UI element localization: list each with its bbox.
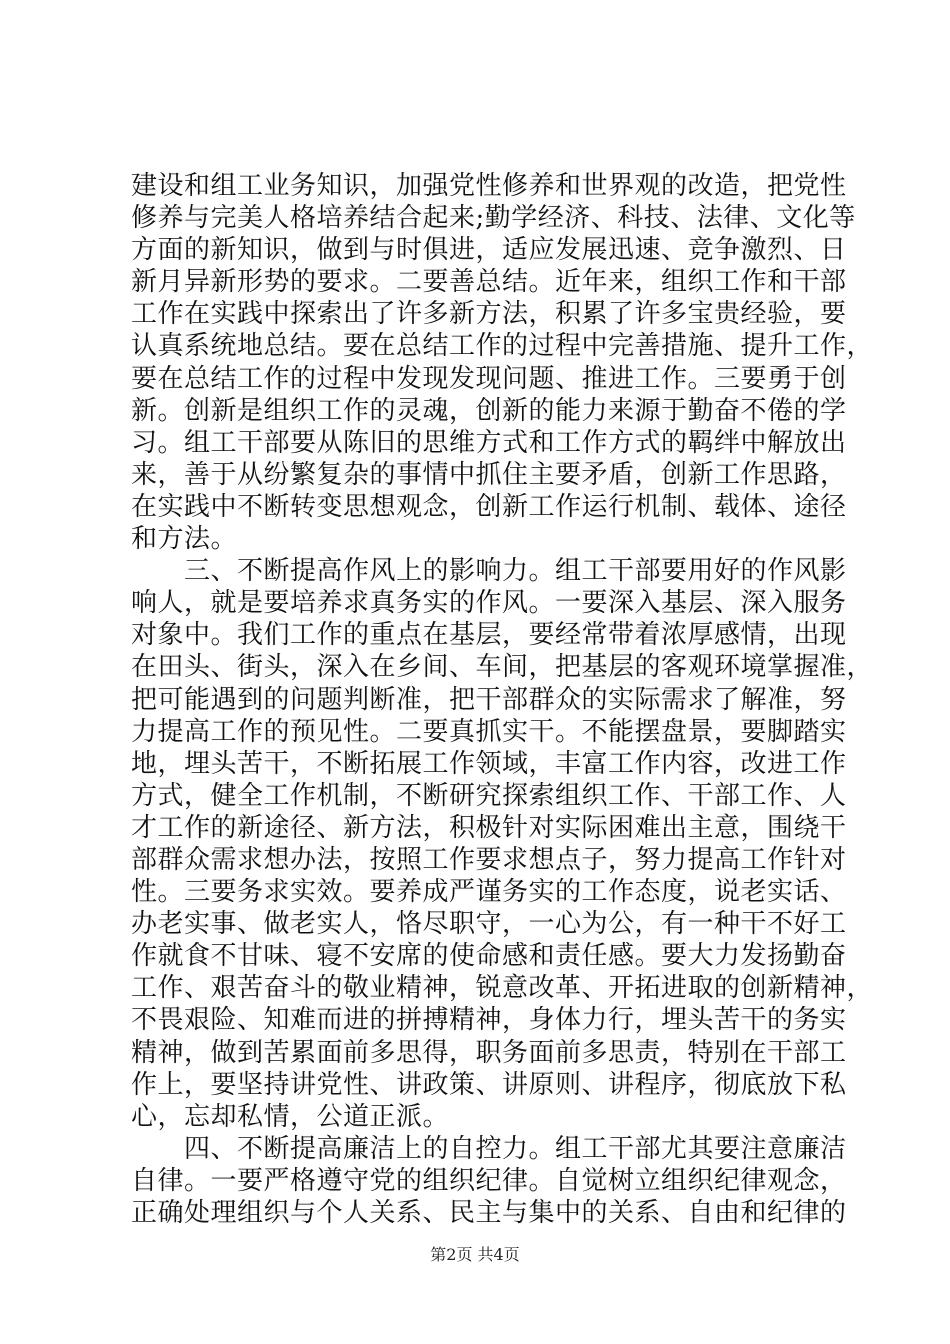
text-line: 才工作的新途径、新方法，积极针对实际困难出主意，围绕干 <box>131 812 847 843</box>
text-line: 部群众需求想办法，按照工作要求想点子，努力提高工作针对 <box>131 844 847 875</box>
text-line: 自律。一要严格遵守党的组织纪律。自觉树立组织纪律观念， <box>131 1165 847 1196</box>
text-line: 不畏艰险、知难而进的拼搏精神，身体力行，埋头苦干的务实 <box>131 1005 847 1036</box>
text-line: 要在总结工作的过程中发现发现问题、推进工作。三要勇于创 <box>131 363 847 394</box>
text-line: 在田头、街头，深入在乡间、车间，把基层的客观环境掌握准， <box>131 652 874 683</box>
text-line: 响人，就是要培养求真务实的作风。一要深入基层、深入服务 <box>131 588 847 619</box>
paragraph-start-line: 三、不断提高作风上的影响力。组工干部要用好的作风影 <box>131 556 847 587</box>
text-line: 力提高工作的预见性。二要真抓实干。不能摆盘景，要脚踏实 <box>131 716 847 747</box>
text-line: 习。组工干部要从陈旧的思维方式和工作方式的羁绊中解放出 <box>131 427 847 458</box>
text-line: 作上，要坚持讲党性、讲政策、讲原则、讲程序，彻底放下私 <box>131 1069 847 1100</box>
text-line: 和方法。 <box>131 524 238 555</box>
text-line: 正确处理组织与个人关系、民主与集中的关系、自由和纪律的 <box>131 1198 847 1228</box>
text-line: 建设和组工业务知识，加强党性修养和世界观的改造，把党性 <box>131 171 847 201</box>
text-line: 新月异新形势的要求。二要善总结。近年来，组织工作和干部 <box>131 267 847 298</box>
text-line: 对象中。我们工作的重点在基层，要经常带着浓厚感情，出现 <box>131 620 847 651</box>
text-line: 精神，做到苦累面前多思得，职务面前多思责，特别在干部工 <box>131 1037 847 1068</box>
text-line: 心，忘却私情，公道正派。 <box>131 1101 450 1132</box>
text-line: 办老实事、做老实人，恪尽职守，一心为公，有一种干不好工 <box>131 909 847 940</box>
text-line: 方式，健全工作机制，不断研究探索组织工作、干部工作、人 <box>131 780 847 811</box>
text-line: 方面的新知识，做到与时俱进，适应发展迅速、竞争激烈、日 <box>131 235 847 266</box>
text-line: 地，埋头苦干，不断拓展工作领域，丰富工作内容，改进工作 <box>131 748 847 779</box>
text-line: 来，善于从纷繁复杂的事情中抓住主要矛盾，创新工作思路， <box>131 459 847 490</box>
text-line: 在实践中不断转变思想观念，创新工作运行机制、载体、途径 <box>131 491 847 522</box>
text-line: 工作、艰苦奋斗的敬业精神，锐意改革、开拓进取的创新精神， <box>131 973 874 1004</box>
page-number-footer: 第2页 共4页 <box>430 1245 520 1264</box>
text-line: 作就食不甘味、寝不安席的使命感和责任感。要大力发扬勤奋 <box>131 941 847 972</box>
text-line: 认真系统地总结。要在总结工作的过程中完善措施、提升工作， <box>131 331 874 362</box>
text-line: 新。创新是组织工作的灵魂，创新的能力来源于勤奋不倦的学 <box>131 395 847 426</box>
paragraph-start-line: 四、不断提高廉洁上的自控力。组工干部尤其要注意廉洁 <box>131 1133 847 1164</box>
text-line: 性。三要务求实效。要养成严谨务实的工作态度，说老实话、 <box>131 877 847 908</box>
text-line: 修养与完美人格培养结合起来;勤学经济、科技、法律、文化等 <box>131 203 856 234</box>
text-line: 把可能遇到的问题判断准，把干部群众的实际需求了解准，努 <box>131 684 847 715</box>
body-text <box>131 170 874 1229</box>
text-line: 工作在实践中探索出了许多新方法，积累了许多宝贵经验，要 <box>131 299 847 330</box>
